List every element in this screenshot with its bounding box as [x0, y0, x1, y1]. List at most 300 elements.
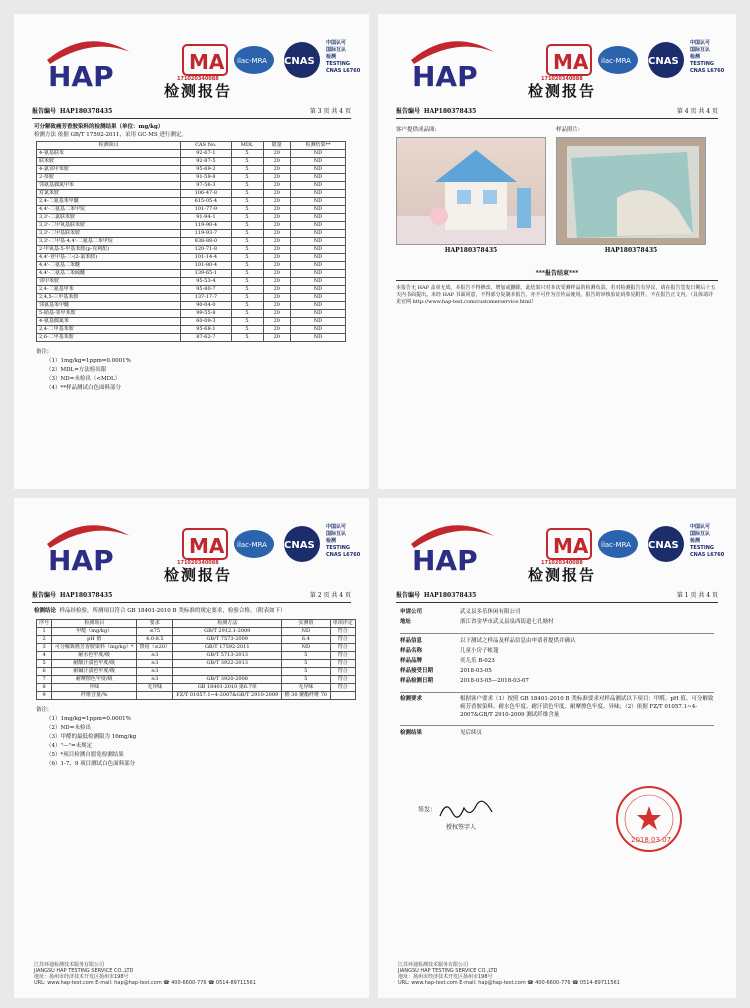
svg-text:MA: MA — [553, 534, 589, 558]
table-cell: 符合 — [330, 684, 356, 692]
table-row — [37, 254, 346, 262]
table-cell: 5-硝基-邻甲苯胺 — [37, 310, 181, 318]
table-cell: 5 — [282, 668, 330, 676]
table-cell: ND — [291, 190, 346, 198]
table-cell: ≥3 — [137, 652, 173, 660]
table-cell: 3,3'-二甲氧基联苯胺 — [37, 222, 181, 230]
table-cell: 5 — [231, 166, 263, 174]
table-cell: 5 — [231, 222, 263, 230]
table-cell: 8 — [37, 684, 52, 692]
table-cell: 5 — [231, 174, 263, 182]
ilac-mra-icon — [596, 42, 640, 78]
conclusion: 检测结论 样品经检验，所测项目符合 GB 18401-2010 B 类标准的规定要求，检验合格。（附表如下） — [34, 608, 286, 614]
table-cell: 20 — [263, 190, 291, 198]
svg-text:CNAS: CNAS — [648, 56, 679, 67]
cnas-icon — [644, 524, 688, 564]
column-header: 检测项目 — [52, 620, 137, 628]
table-cell: 棉 30 聚酯纤维 70 — [282, 692, 330, 700]
column-header: 单项评定 — [330, 620, 356, 628]
table-cell: 异味 — [52, 684, 137, 692]
table-row — [37, 214, 346, 222]
table-cell: 20 — [263, 270, 291, 278]
report-title: 检测报告 — [164, 82, 233, 100]
table-cell: 符合 — [330, 668, 356, 676]
table-cell: ND — [291, 174, 346, 182]
table-cell: ND — [282, 628, 330, 636]
table-header-row — [37, 620, 356, 628]
table-cell: GB/T 2912.1-2009 — [173, 628, 282, 636]
photo-section: 客户提供成品图: HAP180378435 样品照片: HAP180378435 — [378, 125, 736, 254]
table-cell — [330, 692, 356, 700]
table-row — [37, 150, 346, 158]
page-number: 第 3 页 共 4 页 — [309, 108, 351, 115]
table-cell: 20 — [263, 230, 291, 238]
svg-text:MA: MA — [189, 50, 225, 74]
table-cell: ND — [291, 214, 346, 222]
table-cell: 5 — [231, 262, 263, 270]
page-footer: 江苏环通检测技术服务有限公司 JIANGSU HAP TESTING SERVICE CO.,LTD 地址：扬州市经济技术开发区扬州市198号 URL: www.hap-test.com E-mail: hap@hap-test.com ☎ 400-6600-776 ☎ 0514-89711561 — [34, 962, 256, 986]
table-cell: 20 — [263, 174, 291, 182]
product-photo — [396, 137, 546, 245]
amine-results-table — [36, 141, 346, 342]
table-cell: 2 — [37, 636, 52, 644]
official-seal-icon — [614, 784, 684, 854]
page-header — [378, 498, 736, 590]
column-header: 检测项目 — [37, 142, 181, 150]
photo-caption: 客户提供成品图: — [396, 127, 437, 133]
table-cell: 6.4 — [282, 636, 330, 644]
ilac-mra-icon — [232, 42, 276, 78]
sample-photo — [556, 137, 706, 245]
page-number: 第 2 页 共 4 页 — [309, 592, 351, 599]
table-row — [37, 182, 346, 190]
table-cell: 139-65-1 — [181, 270, 231, 278]
table-cell: 92-87-5 — [181, 158, 231, 166]
table-cell: ND — [291, 294, 346, 302]
table-cell: 106-47-8 — [181, 190, 231, 198]
cnas-icon — [280, 40, 324, 80]
table-cell: ND — [291, 310, 346, 318]
svg-text:CNAS: CNAS — [648, 540, 679, 551]
table-row — [37, 652, 356, 660]
table-cell: 符合 — [330, 652, 356, 660]
table-cell: 120-71-8 — [181, 246, 231, 254]
table-cell: ND — [291, 230, 346, 238]
table-cell: ND — [291, 278, 346, 286]
table-cell: GB/T 3922-2013 — [173, 660, 282, 668]
table-cell: 邻甲苯胺 — [37, 278, 181, 286]
table-cell: 5 — [231, 206, 263, 214]
table-cell: 20 — [263, 206, 291, 214]
table-cell: 91-59-8 — [181, 174, 231, 182]
column-header: 检测方法 — [173, 620, 282, 628]
table-cell: 2,4-二氨基甲苯 — [37, 286, 181, 294]
table-cell: 禁用（≤20） — [137, 644, 173, 652]
report-title: 检测报告 — [528, 82, 597, 100]
table-cell: ND — [291, 198, 346, 206]
table-row — [37, 644, 356, 652]
table-cell: 符合 — [330, 676, 356, 684]
table-cell: 3,3'-二甲基-4,4'-二氨基二苯甲烷 — [37, 238, 181, 246]
table-row — [37, 230, 346, 238]
table-cell: 20 — [263, 310, 291, 318]
table-cell: 92-67-1 — [181, 150, 231, 158]
table-cell: 符合 — [330, 644, 356, 652]
cnas-icon — [280, 524, 324, 564]
table-cell: 20 — [263, 334, 291, 342]
table-cell: 20 — [263, 254, 291, 262]
table-cell: 耐酸汗渍色牢度/级 — [52, 660, 137, 668]
results-summary-table — [36, 619, 356, 700]
table-cell: ND — [291, 270, 346, 278]
table-cell: 137-17-7 — [181, 294, 231, 302]
table-cell: ND — [291, 302, 346, 310]
table-row — [37, 660, 356, 668]
table-cell: 2,4,5-三甲基苯胺 — [37, 294, 181, 302]
table-cell: 20 — [263, 198, 291, 206]
cert-text: 中国认可 国际互认 检测 TESTING CNAS L6760 — [326, 40, 361, 74]
table-cell: 对氯苯胺 — [37, 190, 181, 198]
table-header-row — [37, 142, 346, 150]
table-row — [37, 334, 346, 342]
table-cell: ND — [291, 158, 346, 166]
svg-text:HAP: HAP — [412, 544, 478, 576]
cert-number: 171020340088 — [541, 76, 583, 82]
table-cell: 5 — [231, 254, 263, 262]
svg-text:ilac-MRA: ilac-MRA — [601, 541, 631, 549]
table-cell: 90-04-0 — [181, 302, 231, 310]
table-row — [37, 278, 346, 286]
cert-number: 171020340088 — [177, 560, 219, 566]
table-cell: 5 — [231, 278, 263, 286]
table-cell: GB/T 17592-2011 — [173, 644, 282, 652]
table-cell: 邻氨基苯甲醚 — [37, 302, 181, 310]
table-cell: ND — [291, 150, 346, 158]
table-cell: 2-萘胺 — [37, 174, 181, 182]
table-cell: GB/T 5713-2013 — [173, 652, 282, 660]
table-cell: 4-氯邻甲苯胺 — [37, 166, 181, 174]
photo-caption: 样品照片: — [556, 127, 580, 133]
cert-number: 171020340088 — [541, 560, 583, 566]
table-cell: 4,4'-亚甲基-二-(2-氯苯胺) — [37, 254, 181, 262]
table-cell: 7 — [37, 676, 52, 684]
table-cell: 5 — [231, 246, 263, 254]
svg-text:MA: MA — [189, 534, 225, 558]
notes: 备注: （1）1mg/kg=1ppm=0.0001% （2）ND=未检出 （3）甲醛的最低检测限为 16mg/kg （4）"—"=未规定 （5）*项目检测自愿免检测结果 （6）1-7、9 项目测试白色面料部分 — [36, 707, 137, 767]
hap-logo-icon — [42, 516, 132, 576]
page-number: 第 1 页 共 4 页 — [676, 592, 718, 599]
handwritten-signature-icon — [438, 798, 498, 822]
table-cell: ND — [291, 326, 346, 334]
table-cell: 95-53-4 — [181, 278, 231, 286]
column-header: MDL — [231, 142, 263, 150]
table-row — [37, 166, 346, 174]
notes: 备注: （1）1mg/kg=1ppm=0.0001% （2）MDL=方法检出限 （3）ND=未检出（<MDL） （4）**样品测试白色面料部分 — [36, 349, 131, 391]
signature-block: 签发： 授权签字人 — [418, 798, 498, 831]
ilac-mra-icon — [596, 526, 640, 562]
declaration-text: 本报告无 HAP 盖章无效。本报告不得修改、增加或删除。此结果只对本次受测样品的检测负责。若对检测报告有异议，请在报告签发日期后十五天内书面提出。未经 HAP 书面同意，不得部分复制本报告，亦不可作为宣传品使用。报告的审核验证码参见附件，不在报告正文内。（具体请详见官网 http://www.hap-test.com/customerservice.html） — [396, 285, 716, 305]
table-cell: 5 — [231, 294, 263, 302]
table-cell: 3,3'-二甲基联苯胺 — [37, 230, 181, 238]
cnas-icon — [644, 40, 688, 80]
table-cell: 20 — [263, 214, 291, 222]
table-cell: GB/T 7573-2009 — [173, 636, 282, 644]
cma-mark-icon — [182, 526, 228, 562]
table-cell: 耐碱汗渍色牢度/级 — [52, 668, 137, 676]
svg-text:ilac-MRA: ilac-MRA — [237, 541, 267, 549]
table-cell: 5 — [37, 660, 52, 668]
table-cell: ND — [291, 286, 346, 294]
table-row — [37, 198, 346, 206]
table-cell: 2-甲氧基-5-甲基苯胺(p-克利酊) — [37, 246, 181, 254]
table-cell: 5 — [282, 652, 330, 660]
table-cell: ND — [291, 318, 346, 326]
table-row — [37, 190, 346, 198]
table-cell: 符合 — [330, 628, 356, 636]
report-meta: 报告编号 HAP180378435 第 1 页 共 4 页 — [396, 592, 718, 599]
report-meta: 报告编号 HAP180378435 第 2 页 共 4 页 — [32, 592, 351, 599]
hap-logo-icon — [406, 32, 496, 92]
table-cell: 5 — [282, 660, 330, 668]
table-cell: 5 — [231, 182, 263, 190]
column-header: 要求 — [137, 620, 173, 628]
svg-text:HAP: HAP — [48, 60, 114, 92]
applicant-info: 申请公司 武义县多乐休闲有限公司 地址 浙江省金华市武义县泉西街道七孔塘村 样品信息 以下测试之样品及样品信息由申请者提供并确认 样品名称 儿童小房子帐篷 样品品牌 奕儿乐 B-023 样品接受日期 2018-03-05 样品检测日期 2018-03-05—2018-03-07 检测要求 根据客户要求（1）按照 GB 18401-2010 B 类标准要求对样品测试以下项目：甲醛、pH 值、可分解致癌芳香胺染料、耐水色牢度、耐汗渍色牢度、耐摩擦色牢度、异味；（2）依据 FZ/T 01057.1~4-2007&GB/T 2910-2009 测试纤维含量 检测结果 见后续页 — [400, 609, 714, 736]
cma-mark-icon — [546, 42, 592, 78]
table-row — [37, 668, 356, 676]
table-cell: ND — [291, 222, 346, 230]
table-cell: GB 18401-2010 第6.7章 — [173, 684, 282, 692]
table-cell: 5 — [231, 318, 263, 326]
table-cell: 20 — [263, 182, 291, 190]
table-cell: 耐水色牢度/级 — [52, 652, 137, 660]
svg-text:2018.03.07: 2018.03.07 — [631, 836, 672, 844]
table-cell: 4,4'-二氨基二苯醚 — [37, 262, 181, 270]
table-cell: ≥3 — [137, 668, 173, 676]
report-page-1 — [378, 498, 736, 998]
table-cell: 3,3'-二氯联苯胺 — [37, 214, 181, 222]
table-row — [37, 246, 346, 254]
table-cell: 5 — [231, 302, 263, 310]
table-row — [37, 310, 346, 318]
table-cell: 4,4'-二氨基二苯硫醚 — [37, 270, 181, 278]
table-cell: 5 — [231, 310, 263, 318]
table-cell: 838-88-0 — [181, 238, 231, 246]
table-cell: 95-69-2 — [181, 166, 231, 174]
ilac-mra-icon — [232, 526, 276, 562]
table-cell: 5 — [231, 150, 263, 158]
report-title: 检测报告 — [528, 566, 597, 584]
cert-text: 中国认可 国际互认 检测 TESTING CNAS L6760 — [690, 40, 725, 74]
svg-text:CNAS: CNAS — [284, 540, 315, 551]
table-cell: 20 — [263, 302, 291, 310]
table-row — [37, 676, 356, 684]
page-number: 第 4 页 共 4 页 — [676, 108, 718, 115]
report-title: 检测报告 — [164, 566, 233, 584]
table-cell: 5 — [282, 676, 330, 684]
column-header: 实测值 — [282, 620, 330, 628]
report-page-2 — [14, 498, 369, 998]
table-cell: 60-09-3 — [181, 318, 231, 326]
table-cell: 20 — [263, 246, 291, 254]
table-cell: 20 — [263, 278, 291, 286]
table-cell: 符合 — [330, 660, 356, 668]
hap-logo-icon — [42, 32, 132, 92]
table-cell: 101-14-4 — [181, 254, 231, 262]
table-cell: 2,4-二氨基苯甲醚 — [37, 198, 181, 206]
table-cell: 5 — [231, 334, 263, 342]
table-cell: 119-93-7 — [181, 230, 231, 238]
table-cell: 615-05-4 — [181, 198, 231, 206]
table-cell: 5 — [231, 190, 263, 198]
table-cell: 邻氨基偶氮甲苯 — [37, 182, 181, 190]
table-cell: 5 — [231, 238, 263, 246]
table-cell: 20 — [263, 158, 291, 166]
page-footer: 江苏环通检测技术服务有限公司 JIANGSU HAP TESTING SERVICE CO.,LTD 地址：扬州市经济技术开发区扬州市198号 URL: www.hap-test.com E-mail: hap@hap-test.com ☎ 400-6600-776 ☎ 0514-89711561 — [398, 962, 620, 986]
table-row — [37, 286, 346, 294]
table-cell: 无异味 — [282, 684, 330, 692]
table-cell: ≥3 — [137, 660, 173, 668]
column-header: 检测结果** — [291, 142, 346, 150]
table-cell: 联苯胺 — [37, 158, 181, 166]
table-cell — [137, 692, 173, 700]
table-row — [37, 692, 356, 700]
table-cell: 20 — [263, 326, 291, 334]
table-cell: 20 — [263, 222, 291, 230]
table-row — [37, 238, 346, 246]
table-row — [37, 628, 356, 636]
table-cell: 20 — [263, 294, 291, 302]
table-cell: ≤75 — [137, 628, 173, 636]
table-row — [37, 302, 346, 310]
table-cell: 2,6-二甲基苯胺 — [37, 334, 181, 342]
table-cell: FZ/T 01057.1~4-2007&GB/T 2910-2009 — [173, 692, 282, 700]
table-row — [37, 158, 346, 166]
page-header — [378, 14, 736, 106]
hap-logo-icon — [406, 516, 496, 576]
table-cell: ND — [291, 166, 346, 174]
table-row — [37, 326, 346, 334]
table-cell: 5 — [231, 198, 263, 206]
report-page-3 — [14, 14, 369, 489]
table-cell: 5 — [231, 270, 263, 278]
cert-number: 171020340088 — [177, 76, 219, 82]
column-header: 序号 — [37, 620, 52, 628]
cma-mark-icon — [546, 526, 592, 562]
table-cell: 耐摩擦色牢度/级 — [52, 676, 137, 684]
table-cell: 2,4-二甲基苯胺 — [37, 326, 181, 334]
table-cell: 20 — [263, 318, 291, 326]
table-cell: 可分解致癌芳香胺染料（mg/kg）* — [52, 644, 137, 652]
table-cell: 20 — [263, 238, 291, 246]
table-cell: ≥3 — [137, 676, 173, 684]
table-cell: 纤维含量/% — [52, 692, 137, 700]
table-cell: ND — [291, 238, 346, 246]
table-cell: 5 — [231, 230, 263, 238]
svg-text:HAP: HAP — [48, 544, 114, 576]
table-cell: GB/T 3920-2008 — [173, 676, 282, 684]
table-cell: 5 — [231, 214, 263, 222]
table-cell: 101-77-9 — [181, 206, 231, 214]
svg-text:ilac-MRA: ilac-MRA — [601, 57, 631, 65]
table-cell: 1 — [37, 628, 52, 636]
column-header: 限量 — [263, 142, 291, 150]
column-header: CAS No. — [181, 142, 231, 150]
table-cell: 符合 — [330, 636, 356, 644]
table-row — [37, 174, 346, 182]
table-cell: 无异味 — [137, 684, 173, 692]
table-cell: 91-94-1 — [181, 214, 231, 222]
table-cell: ND — [291, 254, 346, 262]
table-cell: 5 — [231, 286, 263, 294]
table-row — [37, 636, 356, 644]
table-cell: 20 — [263, 262, 291, 270]
cert-text: 中国认可 国际互认 检测 TESTING CNAS L6760 — [690, 524, 725, 558]
table-cell: 4-氨基联苯 — [37, 150, 181, 158]
table-cell — [173, 668, 282, 676]
table-cell: 20 — [263, 286, 291, 294]
table-cell: ND — [291, 182, 346, 190]
table-cell: ND — [282, 644, 330, 652]
table-cell: pH 值 — [52, 636, 137, 644]
table-cell: 99-55-8 — [181, 310, 231, 318]
table-cell: ND — [291, 246, 346, 254]
cma-mark-icon — [182, 42, 228, 78]
table-cell: 甲醛（mg/kg） — [52, 628, 137, 636]
method-text: 检测方法 依据 GB/T 17592-2011，采用 GC-MS 进行测定。 — [34, 132, 187, 138]
report-page-4 — [378, 14, 736, 489]
tent-house-image-icon — [397, 138, 546, 245]
table-cell: 87-62-7 — [181, 334, 231, 342]
table-cell: 4-氨基偶氮苯 — [37, 318, 181, 326]
table-cell: 97-56-3 — [181, 182, 231, 190]
table-row — [37, 294, 346, 302]
table-row — [37, 684, 356, 692]
table-cell: 3 — [37, 644, 52, 652]
table-row — [37, 222, 346, 230]
table-cell: 4,4'-二氨基二苯甲烷 — [37, 206, 181, 214]
table-cell: 6 — [37, 668, 52, 676]
cert-text: 中国认可 国际互认 检测 TESTING CNAS L6760 — [326, 524, 361, 558]
table-cell: 95-68-1 — [181, 326, 231, 334]
table-cell: 4 — [37, 652, 52, 660]
table-row — [37, 270, 346, 278]
table-row — [37, 262, 346, 270]
table-cell: ND — [291, 334, 346, 342]
table-cell: 5 — [231, 326, 263, 334]
table-cell: 20 — [263, 166, 291, 174]
table-cell: ND — [291, 262, 346, 270]
page-header — [14, 14, 369, 106]
svg-text:ilac-MRA: ilac-MRA — [237, 57, 267, 65]
report-end-line: ***报告结束*** — [535, 270, 579, 277]
table-row — [37, 206, 346, 214]
section-title: 可分解致癌芳香胺染料的检测结果（单位：mg/kg） — [34, 124, 164, 130]
fabric-sample-image-icon — [557, 138, 706, 245]
table-cell: 20 — [263, 150, 291, 158]
table-cell: 95-80-7 — [181, 286, 231, 294]
table-cell: 101-80-4 — [181, 262, 231, 270]
table-cell: 5 — [231, 158, 263, 166]
table-cell: 9 — [37, 692, 52, 700]
svg-text:MA: MA — [553, 50, 589, 74]
report-meta: 报告编号 HAP180378435 第 4 页 共 4 页 — [396, 108, 718, 115]
table-cell: 4.0-8.5 — [137, 636, 173, 644]
table-cell: 119-90-4 — [181, 222, 231, 230]
table-cell: ND — [291, 206, 346, 214]
svg-text:HAP: HAP — [412, 60, 478, 92]
table-row — [37, 318, 346, 326]
